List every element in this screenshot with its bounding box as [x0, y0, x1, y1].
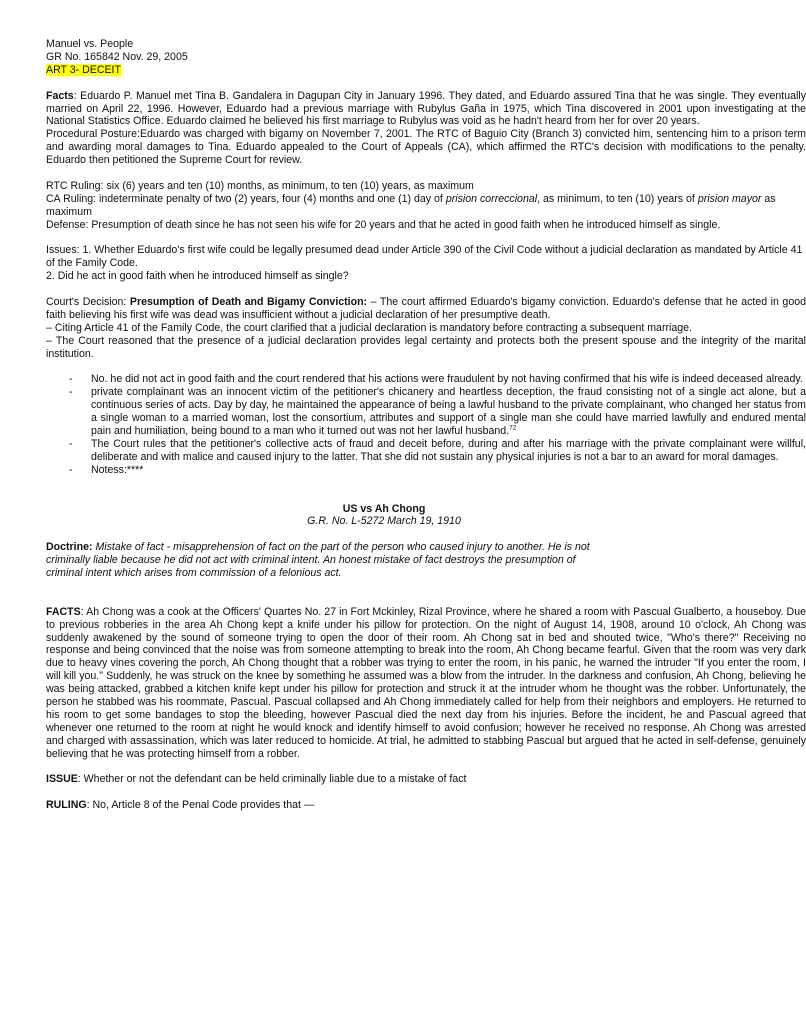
footnote-marker: 72	[509, 424, 517, 432]
case2-ruling: RULING: No, Article 8 of the Penal Code provides that —	[46, 799, 315, 812]
case2-gr-number: G.R. No. L-5272 March 19, 1910	[307, 515, 461, 528]
list-item: - private complainant was an innocent victim of the petitioner's chicanery and heartless deception, the fraud consisting not of a single act alone, but a continuous series of acts. Day by day, he maintained the appearance of being a lawful husband to the private complainant, who changed her status from a single woman to a married woman, lost the consortium, attributes and support of a single man she could have married lawfully and endured mental pain and humiliation, being bound to a man who it turned out was not her lawful husband.$^{72}$	[91, 386, 806, 438]
citing-article-41: – Citing Article 41 of the Family Code, the court clarified that a judicial declaration is mandatory before contracting a subsequent marriage.	[46, 321, 692, 334]
ca-ruling: CA Ruling: indeterminate penalty of two (2) years, four (4) months and one (1) day of prision correccional, as minimum, to ten (10) years of prision mayor as maximum	[46, 192, 776, 218]
case2-facts: FACTS: Ah Chong was a cook at the Officers' Quartes No. 27 in Fort Mckinley, Rizal Province, where he shared a room with Pascual Gualberto, a houseboy. Due to previous robberies in the area Ah Chong kept a knife under his pillow for protection. On the night of August 14, 1908, around 10 o'clock, Ah Chong was suddenly awakened by the sound of someone trying to open the door of their room. Ah Chong sat in bed and shouted twice, "Who's there?" Receiving no response and being convinced that the noise was from someone attempting to break into the room, Ah Chong became fearful. Given that the room was very dark due to heavy vines covering the porch, Ah Chong thought that a robber was trying to enter the room, in his panic, he warned the intruder "If you enter the room, I will kill you." Suddenly, he was struck on the knee by something he assumed was a blow from the intruder. In the darkness and confusion, Ah Chong, believing he was being attacked, grabbed a kitchen knife kept under his pillow for protection and struck it at the intruder whom he thought was the robber. Unfortunately, the person he stabbed was his roommate, Pascual. Pascual collapsed and Ah Chong immediately called for help from their neighbors and employers. He returned to his room to get some bandages to stop the bleeding, however Pascual died the next day from his injuries. Before the incident, he and Pascual agreed that whenever one returned to the room at night he would knock and identify himself to avoid confusion; however he received no response. Ah Chong was arrested and charged with assassination, which was later reduced to homicide. At trial, he admitted to stabbing Pascual but argued that he acted in self-defense, genuinely believing that he was protecting himself from a robber.	[46, 605, 806, 760]
court-decision: Court's Decision: Presumption of Death and Bigamy Conviction: – The court affirmed Eduardo's bigamy conviction. Eduardo's defense that he acted in good faith believing his first wife was dead was insufficient without a judicial declaration of her presumptive death.	[46, 296, 806, 321]
doctrine-label: Doctrine:	[46, 541, 93, 554]
case2-facts-label: FACTS	[46, 605, 81, 618]
rtc-ruling: RTC Ruling: six (6) years and ten (10) months, as minimum, to ten (10) years, as maximum	[46, 179, 474, 192]
list-item: - No. he did not act in good faith and the court rendered that his actions were fraudulent by not having confirmed that his wife is indeed deceased already.	[91, 373, 806, 386]
list-item: - Notess:****	[91, 464, 806, 477]
document-body	[46, 38, 806, 812]
defense: Defense: Presumption of death since he has not seen his wife for 20 years and that he acted in good faith when he introduced himself as single.	[46, 218, 721, 231]
case2-title: US vs Ah Chong	[342, 502, 426, 515]
ruling-bullet-list	[46, 373, 806, 476]
court-reasoning: – The Court reasoned that the presence of a judicial declaration provides legal certainty and protects both the present spouse and the integrity of the marital institution.	[46, 334, 806, 360]
case-gr-number: GR No. 165842 Nov. 29, 2005	[46, 50, 188, 63]
issue-2: 2. Did he act in good faith when he introduced himself as single?	[46, 270, 349, 283]
case2-ruling-label: RULING	[46, 799, 87, 812]
issue-1: Issues: 1. Whether Eduardo's first wife could be legally presumed dead under Article 390 of the Civil Code without a judicial declaration as mandated by Article 41 of the Family Code.	[46, 244, 803, 270]
article-tag-highlight: ART 3- DECEIT	[46, 63, 121, 76]
case-title: Manuel vs. People	[46, 38, 134, 50]
article-tag-line	[46, 64, 806, 77]
list-item: - The Court rules that the petitioner's collective acts of fraud and deceit before, during and after his marriage with the private complainant were willful, deliberate and with malice and caused injury to the latter. That she did not sustain any physical injuries is not a bar to an award for moral damages.	[91, 438, 806, 464]
case2-issue: ISSUE: Whether or not the defendant can be held criminally liable due to a mistake of fact	[46, 773, 467, 786]
procedural-posture: Procedural Posture:Eduardo was charged with bigamy on November 7, 2001. The RTC of Baguio City (Branch 3) convicted him, sentencing him to a prison term and awarding moral damages to Tina. Eduardo appealed to the Court of Appeals (CA), which affirmed the RTC's decision with modifications to the penalty. Eduardo then petitioned the Supreme Court for review.	[46, 128, 806, 167]
case2-issue-label: ISSUE	[46, 773, 78, 786]
doctrine: Doctrine: Mistake of fact - misapprehension of fact on the part of the person who caused injury to another. He is not criminally liable because he did not act with criminal intent. An honest mistake of fact destroys the presumption of criminal intent which arises from commission of a felonious act.	[46, 541, 590, 580]
facts-paragraph: Facts: Eduardo P. Manuel met Tina B. Gandalera in Dagupan City in January 1996. They dated, and Eduardo assured Tina that he was single. They eventually married on April 22, 1996. However, Eduardo had a previous marriage with Rubylus Gaña in 1975, which Tina discovered in 2001 upon investigating at the National Statistics Office. Eduardo claimed he believed his first marriage to Rubylus was void as he hadn't heard from her for over 20 years.	[46, 89, 806, 128]
facts-label: Facts	[46, 89, 74, 102]
decision-heading: Presumption of Death and Bigamy Conviction:	[129, 296, 368, 309]
